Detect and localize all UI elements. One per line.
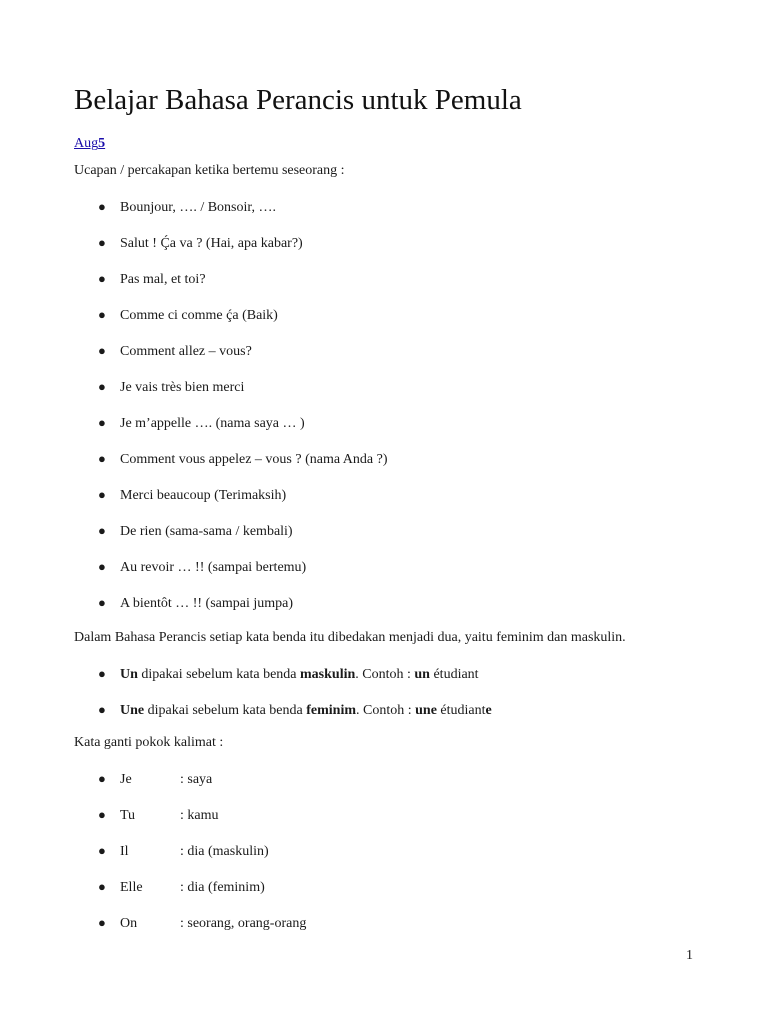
list-item xyxy=(98,595,293,612)
bullet-icon: ● xyxy=(98,915,106,930)
bullet-icon: ● xyxy=(98,666,106,681)
article-word: Un xyxy=(120,667,138,682)
greeting-text: Bounjour, …. / Bonsoir, …. xyxy=(120,200,276,215)
page-number: 1 xyxy=(686,948,693,963)
bullet-icon: ● xyxy=(98,415,106,430)
greeting-text: Pas mal, et toi? xyxy=(120,272,206,287)
bullet-icon: ● xyxy=(98,595,106,610)
list-item xyxy=(98,451,387,468)
list-item xyxy=(98,879,265,896)
pronoun-meaning: : seorang, orang-orang xyxy=(180,916,307,931)
example-article: un xyxy=(414,667,430,682)
list-item xyxy=(98,199,276,216)
list-item xyxy=(98,807,219,824)
gender-intro: Dalam Bahasa Perancis setiap kata benda itu dibedakan menjadi dua, yaitu feminim dan maskulin. xyxy=(74,630,626,645)
greeting-text: De rien (sama-sama / kembali) xyxy=(120,524,293,539)
date-day: 5 xyxy=(98,136,106,151)
pronoun-meaning: : saya xyxy=(180,772,213,787)
bullet-icon: ● xyxy=(98,559,106,574)
pronoun-word: Il xyxy=(120,844,129,859)
list-item xyxy=(98,379,244,396)
pronoun-meaning: : kamu xyxy=(180,808,219,823)
pronoun-word: Elle xyxy=(120,880,143,895)
pronoun-word: Tu xyxy=(120,808,136,823)
list-item xyxy=(98,343,252,360)
example-article: une xyxy=(415,703,437,718)
greeting-text: Merci beaucoup (Terimaksih) xyxy=(120,488,287,503)
greeting-text: Je vais très bien merci xyxy=(120,380,245,395)
bullet-icon: ● xyxy=(98,843,106,858)
list-item xyxy=(98,523,293,540)
bullet-icon: ● xyxy=(98,487,106,502)
bullet-icon: ● xyxy=(98,702,106,717)
greetings-intro: Ucapan / percakapan ketika bertemu seseorang : xyxy=(74,163,345,178)
bullet-icon: ● xyxy=(98,271,106,286)
bullet-icon: ● xyxy=(98,879,106,894)
article-gender: maskulin xyxy=(300,667,356,682)
list-item xyxy=(98,559,306,576)
list-item xyxy=(98,771,212,788)
bullet-icon: ● xyxy=(98,379,106,394)
pronoun-word: On xyxy=(120,916,138,931)
date-link[interactable] xyxy=(74,136,105,152)
bullet-icon: ● xyxy=(98,451,106,466)
article-text: dipakai sebelum kata benda xyxy=(137,667,301,682)
greeting-text: Comme ci comme ḉa (Baik) xyxy=(120,308,278,323)
bullet-icon: ● xyxy=(98,307,106,322)
bullet-icon: ● xyxy=(98,199,106,214)
list-item xyxy=(98,487,286,504)
article-text: . Contoh : xyxy=(356,703,416,718)
example-suffix: e xyxy=(485,703,492,718)
list-item xyxy=(98,415,305,432)
bullet-icon: ● xyxy=(98,807,106,822)
page-title: Belajar Bahasa Perancis untuk Pemula xyxy=(74,84,522,116)
greeting-text: Je m’appelle …. (nama saya … ) xyxy=(120,416,305,431)
pronoun-word: Je xyxy=(120,772,132,787)
date-month: Aug xyxy=(74,136,99,151)
list-item xyxy=(98,666,479,683)
article-word: Une xyxy=(120,703,145,718)
greeting-text: Au revoir … !! (sampai bertemu) xyxy=(120,560,307,575)
list-item xyxy=(98,843,269,860)
list-item xyxy=(98,702,492,719)
pronoun-meaning: : dia (maskulin) xyxy=(180,844,269,859)
bullet-icon: ● xyxy=(98,343,106,358)
greeting-text: Salut ! Ḉa va ? (Hai, apa kabar?) xyxy=(120,236,303,251)
greeting-text: Comment allez – vous? xyxy=(120,344,252,359)
list-item xyxy=(98,307,278,324)
bullet-icon: ● xyxy=(98,235,106,250)
example-word: étudiant xyxy=(429,667,479,682)
bullet-icon: ● xyxy=(98,523,106,538)
list-item xyxy=(98,915,306,932)
greeting-text: A bientôt … !! (sampai jumpa) xyxy=(120,596,294,611)
pronoun-meaning: : dia (feminim) xyxy=(180,880,265,895)
article-text: dipakai sebelum kata benda xyxy=(144,703,307,718)
bullet-icon: ● xyxy=(98,771,106,786)
list-item xyxy=(98,271,206,288)
pronoun-intro: Kata ganti pokok kalimat : xyxy=(74,735,224,750)
article-gender: feminim xyxy=(306,703,356,718)
article-text: . Contoh : xyxy=(355,667,415,682)
list-item xyxy=(98,235,303,252)
greeting-text: Comment vous appelez – vous ? (nama Anda ?) xyxy=(120,452,388,467)
example-word: étudiant xyxy=(436,703,486,718)
